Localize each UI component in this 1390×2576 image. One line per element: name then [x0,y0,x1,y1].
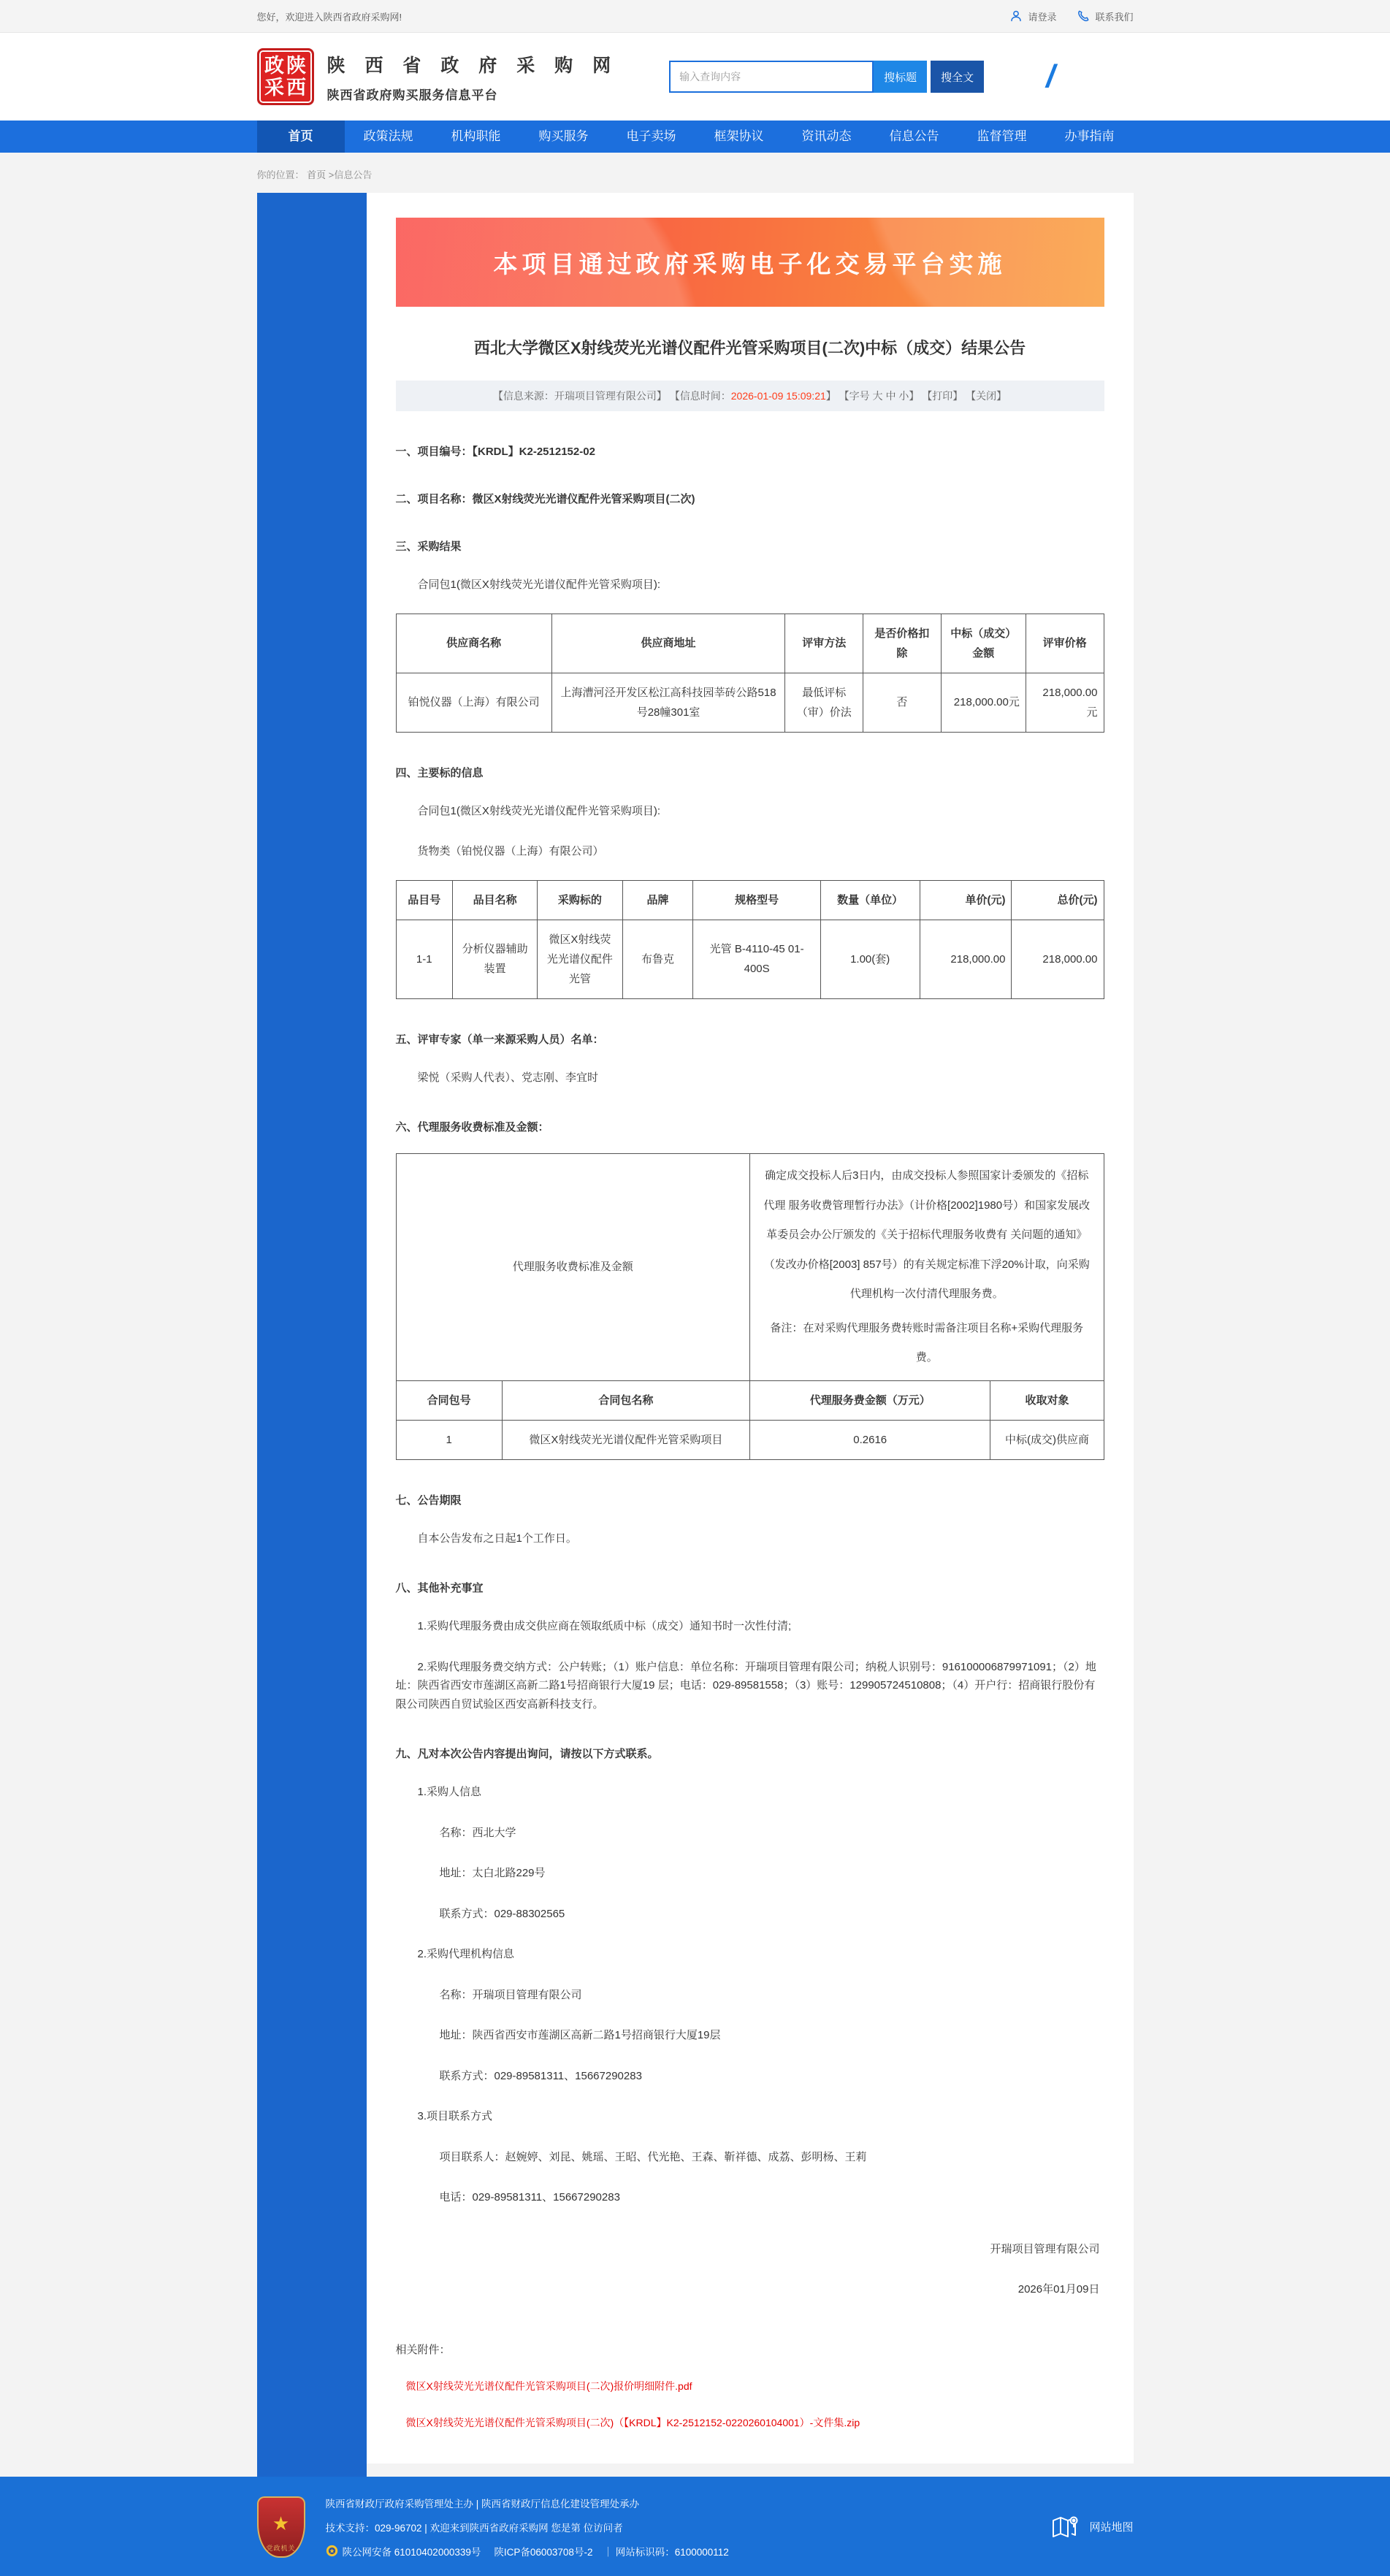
section-4-subject-info: 四、主要标的信息 [395,766,484,779]
phone-icon [1077,9,1090,23]
package-name: 微区X射线荧光光谱仪配件光管采购项目 [502,1420,749,1459]
site-logo [257,48,619,105]
contract-package-note: 合同包1(微区X射线荧光光谱仪配件光管采购项目): [417,578,661,591]
sitemap-map-icon [1051,2515,1080,2539]
table-header-row: 合同包号 合同包名称 代理服务费金额（万元） 收取对象 [396,1380,1104,1420]
fontsize-label: 【字号 [839,390,870,402]
nav-item-purchase-services[interactable]: 购买服务 [538,129,589,143]
nav-item-news[interactable]: 资讯动态 [801,129,852,143]
section-7-announcement-period: 七、公告期限 [395,1494,462,1507]
fontsize-medium-button[interactable]: 中 [885,390,896,402]
site-footer [0,2477,1390,2576]
sitemap-link[interactable]: 网站地图 [1051,2515,1133,2539]
fee-note: 备注：在对采购代理服务费转账时需备注项目名称+采购代理服务费。 [770,1321,1084,1364]
content-area [0,193,1390,2477]
table-row [396,1420,1104,1459]
item-name: 分析仪器辅助装置 [453,920,538,998]
breadcrumb-prefix: 你的位置： [256,169,305,180]
buyer-address: 地址：太白北路229号 [439,1867,546,1879]
contact-link[interactable]: 联系我们 [1077,9,1133,23]
agency-phone: 联系方式：029-89581311、15667290283 [439,2069,642,2082]
site-title: 陕 西 省 政 府 采 购 网 [327,55,619,76]
fontsize-large-button[interactable]: 大 [872,390,883,402]
fee-payer: 中标(成交)供应商 [990,1420,1104,1459]
print-button[interactable]: 【打印】 [922,390,963,402]
fee-standard-text: 确定成交投标人后3日内，由成交投标人参照国家计委颁发的《招标代理 服务收费管理暂行办法》（计价格[2002]1980号）和国家发展改革委员会办公厅颁发的《关于招标代理服务收费有 关问题的通知》（发改办价格[2003] 857号）的有关规定标准下浮20%计取，向采购代理机构一次付清代理服务费。 备注：在对采购代理服务费转账时需备注项目名称+采购代理服务费。 [749,1154,1104,1381]
table-header-row: 品目号 品目名称 采购标的 品牌 规格型号 数量（单位） 单价(元) 总价(元) [396,880,1104,920]
agency-fee-table [396,1153,1104,1460]
site-code: ｜ 网站标识码：6100000112 [603,2546,729,2558]
footer-line-organizer: 陕西省财政厅政府采购管理处主办 | 陕西省财政厅信息化建设管理处承办 [325,2498,640,2510]
project-contact-title: 3.项目联系方式 [417,2110,493,2122]
review-method: 最低评标（审）价法 [785,673,863,732]
platform-banner: 本项目通过政府采购电子化交易平台实施 [396,218,1104,307]
nav-item-e-mall[interactable]: 电子卖场 [626,129,676,143]
package-number: 1 [396,1420,502,1459]
total-price: 218,000.00 [1012,920,1104,998]
period-text: 自本公告发布之日起1个工作日。 [417,1532,577,1545]
experts-list: 梁悦（采购人代表）、党志刚、李宜时 [417,1071,599,1084]
footer-line-registration [326,2544,729,2558]
breadcrumb [0,153,1390,193]
user-icon [1009,9,1023,23]
footer-line-support: 技术支持：029-96702 | 欢迎来到陕西省政府采购网 您是第 位访问者 [325,2522,623,2534]
supplier-result-table [396,614,1104,733]
nav-item-framework[interactable]: 框架协议 [714,129,764,143]
announcement-title: 西北大学微区X射线荧光光谱仪配件光管采购项目(二次)中标（成交）结果公告 [473,339,1026,357]
nav-item-guide[interactable]: 办事指南 [1064,129,1115,143]
meta-bar: 【信息来源：开瑞项目管理有限公司】 【信息时间：2026-01-09 15:09:21】 【字号 大 中 小】 【打印】 【关闭】 [396,381,1104,411]
table-header-row: 供应商名称 供应商地址 评审方法 是否价格扣除 中标（成交）金额 评审价格 [396,614,1104,673]
signature-block [396,2241,1104,2296]
breadcrumb-home-link[interactable]: 首页 [307,169,327,180]
search-title-button[interactable]: 搜标题 [874,61,927,93]
meta-source: 【信息来源：开瑞项目管理有限公司】 [492,390,667,402]
breadcrumb-separator: > [328,169,335,180]
nav-item-announcements[interactable]: 信息公告 [889,129,939,143]
supplementary-p2: 2.采购代理服务费交纳方式：公户转账；（1）账户信息：单位名称：开瑞项目管理有限公司；纳税人识别号：916100006879971091；（2）地址：陕西省西安市莲湖区高新二路1号招商银行大厦19 层；电话：029-89581558；（3）账号：129905724510808；（4）开户行：招商银行股份有限公司陕西自贸试验区西安高新科技支行。 [395,1660,1096,1711]
fee-amount: 0.2616 [749,1420,990,1459]
security-record-link[interactable]: 陕公网安备 61010402000339号 [342,2546,481,2558]
signature-date: 2026年01月09日 [1017,2282,1100,2296]
section-3-result: 三、采购结果 [395,540,462,553]
supplementary-p1: 1.采购代理服务费由成交供应商在领取纸质中标（成交）通知书时一次性付清; [417,1620,792,1632]
supplier-name: 铂悦仪器（上海）有限公司 [396,673,551,732]
nav-item-functions[interactable]: 机构职能 [451,129,501,143]
logo-seal-icon: 政 陕 采 西 [257,48,314,105]
search-fulltext-button[interactable]: 搜全文 [931,61,984,93]
section-9-contact: 九、凡对本次公告内容提出询问，请按以下方式联系。 [395,1748,659,1760]
meta-time: 2026-01-09 15:09:21 [730,390,826,402]
price-deduction: 否 [863,673,942,732]
project-contacts: 项目联系人：赵婉婷、刘昆、姚瑶、王昭、代光艳、王森、靳祥德、成荔、彭明杨、王莉 [439,2150,867,2163]
brand: 布鲁克 [622,920,693,998]
left-blue-sidebar [257,193,367,2477]
buyer-name: 名称：西北大学 [439,1826,516,1839]
search-input[interactable] [669,61,874,93]
breadcrumb-current: 信息公告 [334,169,373,180]
fee-standard-label: 代理服务收费标准及金额 [396,1154,749,1381]
attachments-title: 相关附件： [395,2343,451,2356]
slash-decoration: / [1046,58,1055,94]
section-5-experts: 五、评审专家（单一来源采购人员）名单： [395,1033,604,1046]
section-1-project-number: 一、项目编号：【KRDL】K2-2512152-02 [395,446,595,458]
police-badge-icon [326,2545,338,2557]
announcement-panel [367,193,1134,2464]
supplier-address: 上海漕河泾开发区松江高科技园莘砖公路518号28幢301室 [551,673,785,732]
search-bar [669,61,984,93]
main-nav [0,121,1390,153]
section-8-supplementary: 八、其他补充事宜 [395,1582,484,1594]
government-emblem-icon: ★ 党政机关 [257,2496,305,2558]
attachments [396,2342,1104,2430]
contract-package-note-2: 合同包1(微区X射线荧光光谱仪配件光管采购项目): [417,804,661,817]
procurement-subject: 微区X射线荧光光谱仪配件光管 [538,920,622,998]
goods-category-note: 货物类（铂悦仪器（上海）有限公司） [417,845,604,857]
subject-detail-table [396,880,1104,999]
agency-info-title: 2.采购代理机构信息 [417,1948,515,1960]
welcome-text: 您好，欢迎进入陕西省政府采购网! [256,11,402,23]
buyer-info-title: 1.采购人信息 [417,1786,482,1798]
item-number: 1-1 [396,920,453,998]
attachment-zip-link[interactable]: 微区X射线荧光光谱仪配件光管采购项目(二次)（【KRDL】K2-2512152-0220260104001）-文件集.zip [405,2416,860,2428]
buyer-phone: 联系方式：029-88302565 [439,1907,565,1920]
signature-company: 开瑞项目管理有限公司 [990,2242,1100,2255]
quantity: 1.00(套) [820,920,920,998]
site-subtitle: 陕西省政府购买服务信息平台 [327,88,498,102]
project-phone: 电话：029-89581311、15667290283 [439,2191,620,2204]
nav-item-supervision[interactable]: 监督管理 [977,129,1027,143]
fontsize-small-button[interactable]: 小 [898,390,909,402]
agency-name: 名称：开瑞项目管理有限公司 [439,1988,582,2001]
unit-price: 218,000.00 [920,920,1012,998]
section-2-project-name: 二、项目名称：微区X射线荧光光谱仪配件光管采购项目(二次) [395,493,695,505]
icp-record-link[interactable]: 陕ICP备06003708号-2 [494,2546,593,2558]
agency-address: 地址：陕西省西安市莲湖区高新二路1号招商银行大厦19层 [439,2029,721,2041]
attachment-pdf-link[interactable]: 微区X射线荧光光谱仪配件光管采购项目(二次)报价明细附件.pdf [405,2380,692,2392]
topbar [0,0,1390,33]
table-row [396,673,1104,732]
award-amount: 218,000.00元 [941,673,1026,732]
spec-model: 光管 B-4110-45 01-400S [693,920,820,998]
login-link[interactable]: 请登录 [1009,9,1056,23]
section-6-agency-fee: 六、代理服务收费标准及金额： [395,1121,549,1134]
meta-time-label: 【信息时间： [669,390,731,402]
close-button[interactable]: 【关闭】 [966,390,1007,402]
fee-standard-row [396,1154,1104,1381]
nav-item-home[interactable]: 首页 [257,121,345,153]
table-row [396,920,1104,998]
review-price: 218,000.00元 [1026,673,1104,732]
site-header [0,33,1390,121]
nav-item-policies[interactable]: 政策法规 [363,129,413,143]
